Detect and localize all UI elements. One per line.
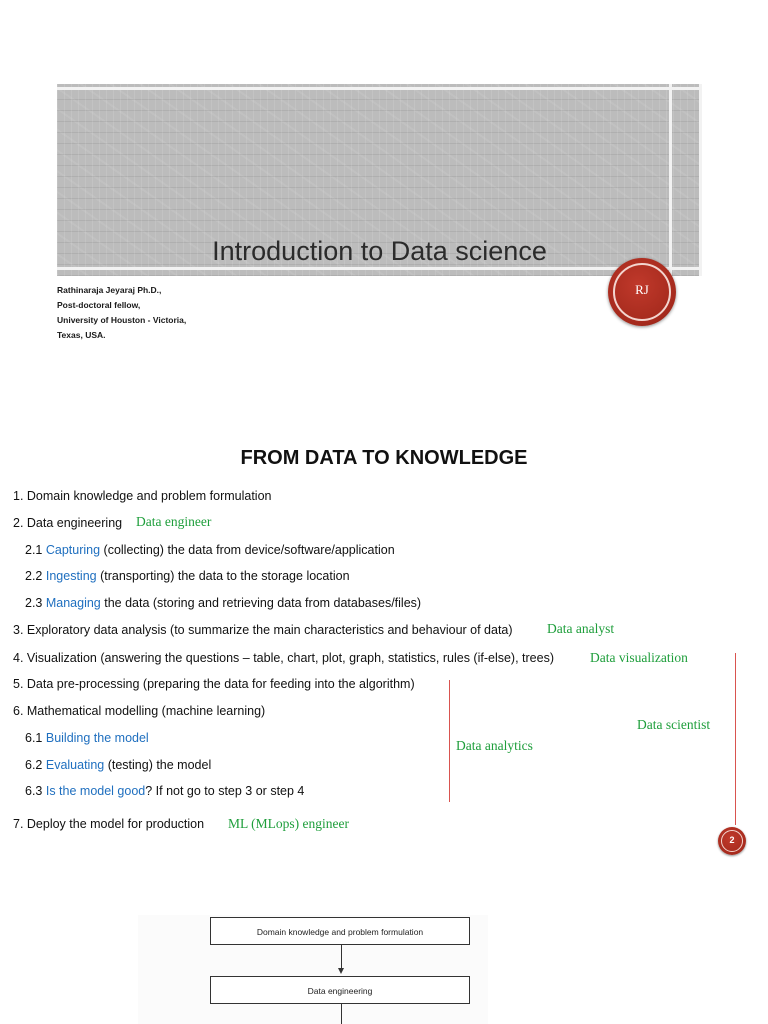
step-text: (testing) the model — [104, 758, 212, 772]
arrow-head-icon — [338, 968, 344, 974]
banner-divider — [57, 87, 702, 90]
role-data-scientist: Data scientist — [637, 717, 711, 732]
step-text: (transporting) the data to the storage location — [96, 569, 350, 583]
author-line: University of Houston - Victoria, — [57, 315, 187, 325]
scientist-bracket — [735, 653, 736, 825]
slide-heading: FROM DATA TO KNOWLEDGE — [240, 447, 528, 469]
step-line — [13, 817, 204, 831]
author-line: Post-doctoral fellow, — [57, 300, 141, 310]
author-block — [57, 283, 186, 343]
role-data-analytics: Data analytics — [456, 738, 533, 753]
title-slide — [0, 0, 768, 420]
step-text: 6.3 — [25, 784, 46, 798]
flowchart-arrow — [341, 945, 342, 968]
flowchart-slide — [0, 880, 768, 1024]
analytics-bracket — [449, 680, 450, 802]
role-data-analyst: Data analyst — [547, 621, 615, 636]
step-line — [25, 543, 395, 557]
highlighted-term: Building the model — [45, 731, 149, 745]
banner-divider — [57, 267, 702, 270]
role-data-visualization: Data visualization — [590, 650, 688, 665]
flowchart-box-engineering: Data engineering — [210, 976, 470, 1004]
highlighted-term: Ingesting — [45, 569, 97, 583]
highlighted-term: Capturing — [45, 543, 101, 557]
step-line — [25, 596, 421, 610]
step-line — [13, 704, 265, 718]
slide-title: Introduction to Data science — [212, 236, 547, 266]
page-number-badge — [718, 827, 746, 855]
step-text: 1. Domain knowledge and problem formulation — [13, 489, 272, 503]
step-line — [25, 784, 304, 798]
page-number: 2 — [729, 835, 735, 845]
step-line — [25, 731, 149, 745]
step-line — [13, 489, 271, 503]
step-text: 5. Data pre-processing (preparing the data for feeding into the algorithm) — [13, 677, 415, 691]
author-line: Rathinaraja Jeyaraj Ph.D., — [57, 285, 162, 295]
step-line — [13, 516, 122, 530]
highlighted-term: Evaluating — [45, 758, 105, 772]
step-text: 3. Exploratory data analysis (to summarize the main characteristics and behaviour of data) — [13, 623, 513, 637]
step-line — [25, 569, 350, 583]
step-text: 6.1 — [25, 731, 46, 745]
step-text: 2.1 — [25, 543, 46, 557]
logo-text: RJ — [635, 282, 649, 297]
step-text: ? If not go to step 3 or step 4 — [145, 784, 305, 798]
step-text: the data (storing and retrieving data from databases/files) — [100, 596, 422, 610]
knowledge-slide — [0, 425, 768, 870]
flowchart-arrow — [341, 1004, 342, 1024]
step-line — [13, 651, 554, 665]
role-ml-engineer: ML (MLops) engineer — [228, 816, 349, 831]
flowchart-box-domain: Domain knowledge and problem formulation — [210, 917, 470, 945]
step-text: (collecting) the data from device/software/application — [100, 543, 395, 557]
step-text: 2. Data engineering — [13, 516, 123, 530]
title-banner — [57, 84, 702, 276]
step-text: 7. Deploy the model for production — [13, 817, 205, 831]
author-line: Texas, USA. — [57, 330, 106, 340]
rj-logo — [608, 258, 676, 326]
highlighted-term: Managing — [45, 596, 101, 610]
step-text: 6.2 — [25, 758, 46, 772]
highlighted-term: Is the model good — [45, 784, 146, 798]
step-line — [13, 623, 513, 637]
step-text: 6. Mathematical modelling (machine learning) — [13, 704, 266, 718]
step-text: 4. Visualization (answering the questions – table, chart, plot, graph, statistics, rules (if-else), trees) — [13, 651, 554, 665]
step-line — [13, 677, 415, 691]
step-line — [25, 758, 211, 772]
step-text: 2.3 — [25, 596, 46, 610]
step-text: 2.2 — [25, 569, 46, 583]
role-data-engineer: Data engineer — [136, 514, 212, 529]
